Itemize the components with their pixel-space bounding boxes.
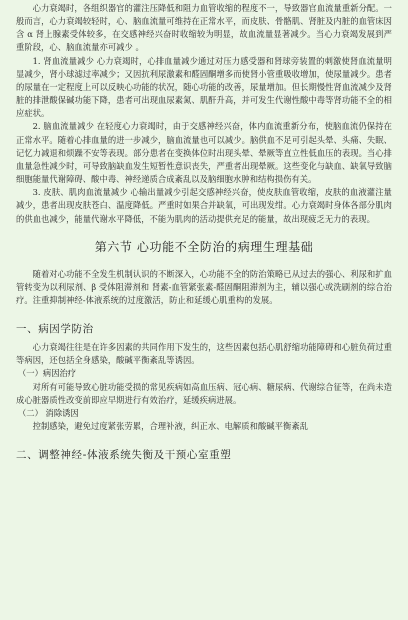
paragraph-organ-blood-redistribution: 心力衰竭时，各组织器官的灌注压降低和阻力血管收缩的程度不一，导致器官血流量重新分配。一般而言，心力衰竭较轻时，心、脑血流量可维持在正常水平，而皮肤、骨骼肌、肾脏及内脏的血管床因含 α 肾上腺素受体较多，在交感神经兴奋时收缩较为明显，故血流量显著减少。当心力衰竭发展到严重阶段，心、脑血流量亦可减少 。 xyxy=(16,3,392,53)
paragraph-etiology-treatment: 对所有可能导致心脏功能受损的常见疾病如高血压病、冠心病、糖尿病、代谢综合征等，在尚未造成心脏器质性改变前即应早期进行有效治疗，延缓疾病进展。 xyxy=(16,381,392,405)
section-title: 第六节 心功能不全防治的病理生理基础 xyxy=(94,239,314,254)
subheading-eliminate-triggers: （二） 消除诱因 xyxy=(18,407,79,418)
subheading-etiology-treatment: （一）病因治疗 xyxy=(18,368,77,379)
heading-etiology-prevention: 一、病因学防治 xyxy=(16,323,94,336)
heading-neurohumoral-regulation: 二、调整神经-体液系统失衡及干预心室重塑 xyxy=(16,449,232,462)
paragraph-skin-muscle-blood-flow: 3. 皮肤、肌肉血流量减少 心输出量减少引起交感神经兴奋，使皮肤血管收缩，皮肤的血液灌注量减少，患者出现皮肤苍白、温度降低。严重时如果合并缺氧，可出现发绀。心力衰竭时身体各部分肌肉的供血也减少，能量代谢水平降低，不能为肌肉的活动提供充足的能量，故出现疲乏无力的表现。 xyxy=(16,187,392,224)
section-intro-paragraph: 随着对心功能不全发生机制认识的不断深入，心功能不全的防治策略已从过去的强心、利尿和扩血管转变为以利尿剂、β 受体阻滞剂和 肾素-血管紧张素-醛固酮阻滞剂为主，辅以强心或洗刷剂的综合治疗。注重抑制神经-体液系统的过度激活，防止和延缓心肌重构的发展。 xyxy=(16,268,392,305)
paragraph-eliminate-triggers: 控制感染，避免过度紧张劳累，合理补液，纠正水、电解质和酸碱平衡紊乱 xyxy=(32,421,309,432)
paragraph-etiology: 心力衰竭往往是在许多因素的共同作用下发生的，这些因素包括心肌舒缩功能障碍和心脏负荷过重等病因，还包括全身感染，酸碱平衡紊乱等诱因。 xyxy=(16,342,392,366)
paragraph-renal-blood-flow: 1. 肾血流量减少 心力衰竭时，心排血量减少通过对压力感受器和肾球旁装置的刺激使肾血流量明显减少，肾小球滤过率减少；又因抗利尿激素和醛固酮增多而使肾小管重吸收增加，使尿量减少。患者的尿量在一定程度上可以反映心功能的状况，随心功能的改善，尿量增加。但长期慢性肾血流减少及肾脏的排泄酸保碱功能下降，患者可出现血尿素氮、肌酐升高，并可发生代谢性酸中毒等肾功能不全的相应症状。 xyxy=(16,55,392,119)
paragraph-cerebral-blood-flow: 2. 脑血流量减少 在轻度心力衰竭时，由于交感神经兴奋，体内血流重新分布，使脑血流仍保持在正常水平。随着心排血量的进一步减少，脑血流量也可以减少。脑供血不足可引起头晕、头痛、失眠、记忆力减退和烦躁不安等表现。部分患者在变换体位时出现头晕、晕厥等直立性低血压的表现。当心排血量急性减少时，可导致脑缺血发生短暂性意识丧失，严重者出现晕厥。这些变化与缺血、缺氧导致脑细胞能量代谢障碍、酸中毒、神经递质合成紊乱以及脑细胞水肿和结构损伤有关。 xyxy=(16,121,392,185)
